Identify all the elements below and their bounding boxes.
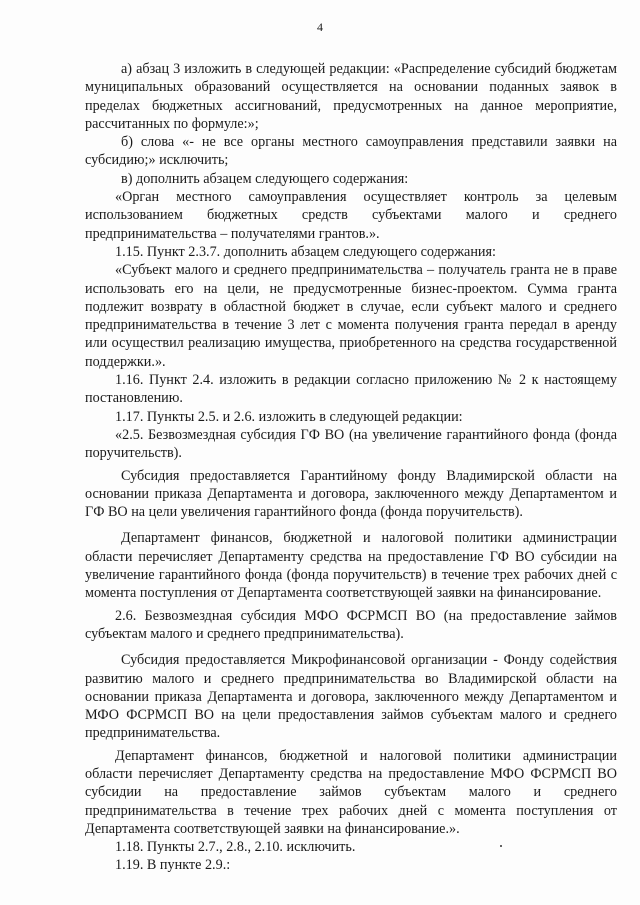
- paragraph-quote-control: «Орган местного самоуправления осуществляет контроль за целевым использованием бюджетных средств субъектами малого и среднего предпринимательства – получателями грантов.».: [85, 189, 617, 242]
- paragraph-1-15: 1.15. Пункт 2.3.7. дополнить абзацем следующего содержания:: [115, 243, 496, 260]
- paragraph-3v: в) дополнить абзацем следующего содержания:: [121, 170, 409, 187]
- paragraph-2-5-transfer: Департамент финансов, бюджетной и налоговой политики администрации области перечисляет Департаменту средства на предоставление ГФ ВО субсидии на увеличение гарантийного фонда (фонда поручительств) в течение трех рабочих дней с момента поступления от Департамента соответствующей заявки на финансирование.: [85, 530, 617, 602]
- page-number: 4: [317, 20, 323, 34]
- paragraph-1-16: 1.16. Пункт 2.4. изложить в редакции согласно приложению № 2 к настоящему постановлению.: [85, 372, 617, 407]
- paragraph-1-19: 1.19. В пункте 2.9.:: [115, 857, 231, 874]
- paragraph-1-17: 1.17. Пункты 2.5. и 2.6. изложить в следующей редакции:: [115, 408, 463, 425]
- paragraph-3b: б) слова «- не все органы местного самоуправления представили заявки на субсидию;» исключить;: [85, 134, 617, 169]
- paragraph-2-6: 2.6. Безвозмездная субсидия МФО ФСРМСП ВО (на предоставление займов субъектам малого и среднего предпринимательства).: [85, 607, 617, 642]
- paragraph-2-5-subsidy: Субсидия предоставляется Гарантийному фонду Владимирской области на основании приказа Департамента и договора, заключенного между Департаментом и ГФ ВО на цели увеличения гарантийного фонда (фонда поручительств).: [85, 467, 617, 521]
- paragraph-3a: а) абзац 3 изложить в следующей редакции: «Распределение субсидий бюджетам муниципальных образований осуществляется на основании поданных заявок в пределах бюджетных ассигнований, предусмотренных на данное мероприятие, рассчитанных по формуле:»;: [85, 61, 617, 132]
- paragraph-2-5: «2.5. Безвозмездная субсидия ГФ ВО (на увеличение гарантийного фонда (фонда поручительств).: [85, 426, 617, 462]
- paragraph-2-6-subsidy: Субсидия предоставляется Микрофинансовой организации - Фонду содействия развитию малого и среднего предпринимательства во Владимирской области на основании приказа Департамента и договора, заключенного между Департаментом и МФО ФСРМСП ВО на цели предоставления займов субъектам малого и среднего предпринимательства.: [85, 652, 617, 742]
- scan-speck: [500, 845, 502, 847]
- document-body: [85, 60, 617, 875]
- paragraph-1-18: 1.18. Пункты 2.7., 2.8., 2.10. исключить.: [115, 839, 356, 856]
- paragraph-quote-grant: «Субъект малого и среднего предпринимательства – получатель гранта не в праве использовать его на цели, не предусмотренные бизнес-проектом. Сумма гранта подлежит возврату в областной бюджет в случае, если субъект малого и среднего предпринимательства в течение 3 лет с момента получения гранта передал в аренду или осуществил реализацию имущества, приобретенного на средства государственной поддержки.».: [85, 262, 617, 370]
- paragraph-2-6-transfer: Департамент финансов, бюджетной и налоговой политики администрации области перечисляет Департаменту средства на предоставление МФО ФСРМСП ВО субсидии на предоставление займов субъектам малого и среднего предпринимательства в течение трех рабочих дней с момента поступления от Департамента соответствующей заявки на финансирование.».: [85, 747, 617, 837]
